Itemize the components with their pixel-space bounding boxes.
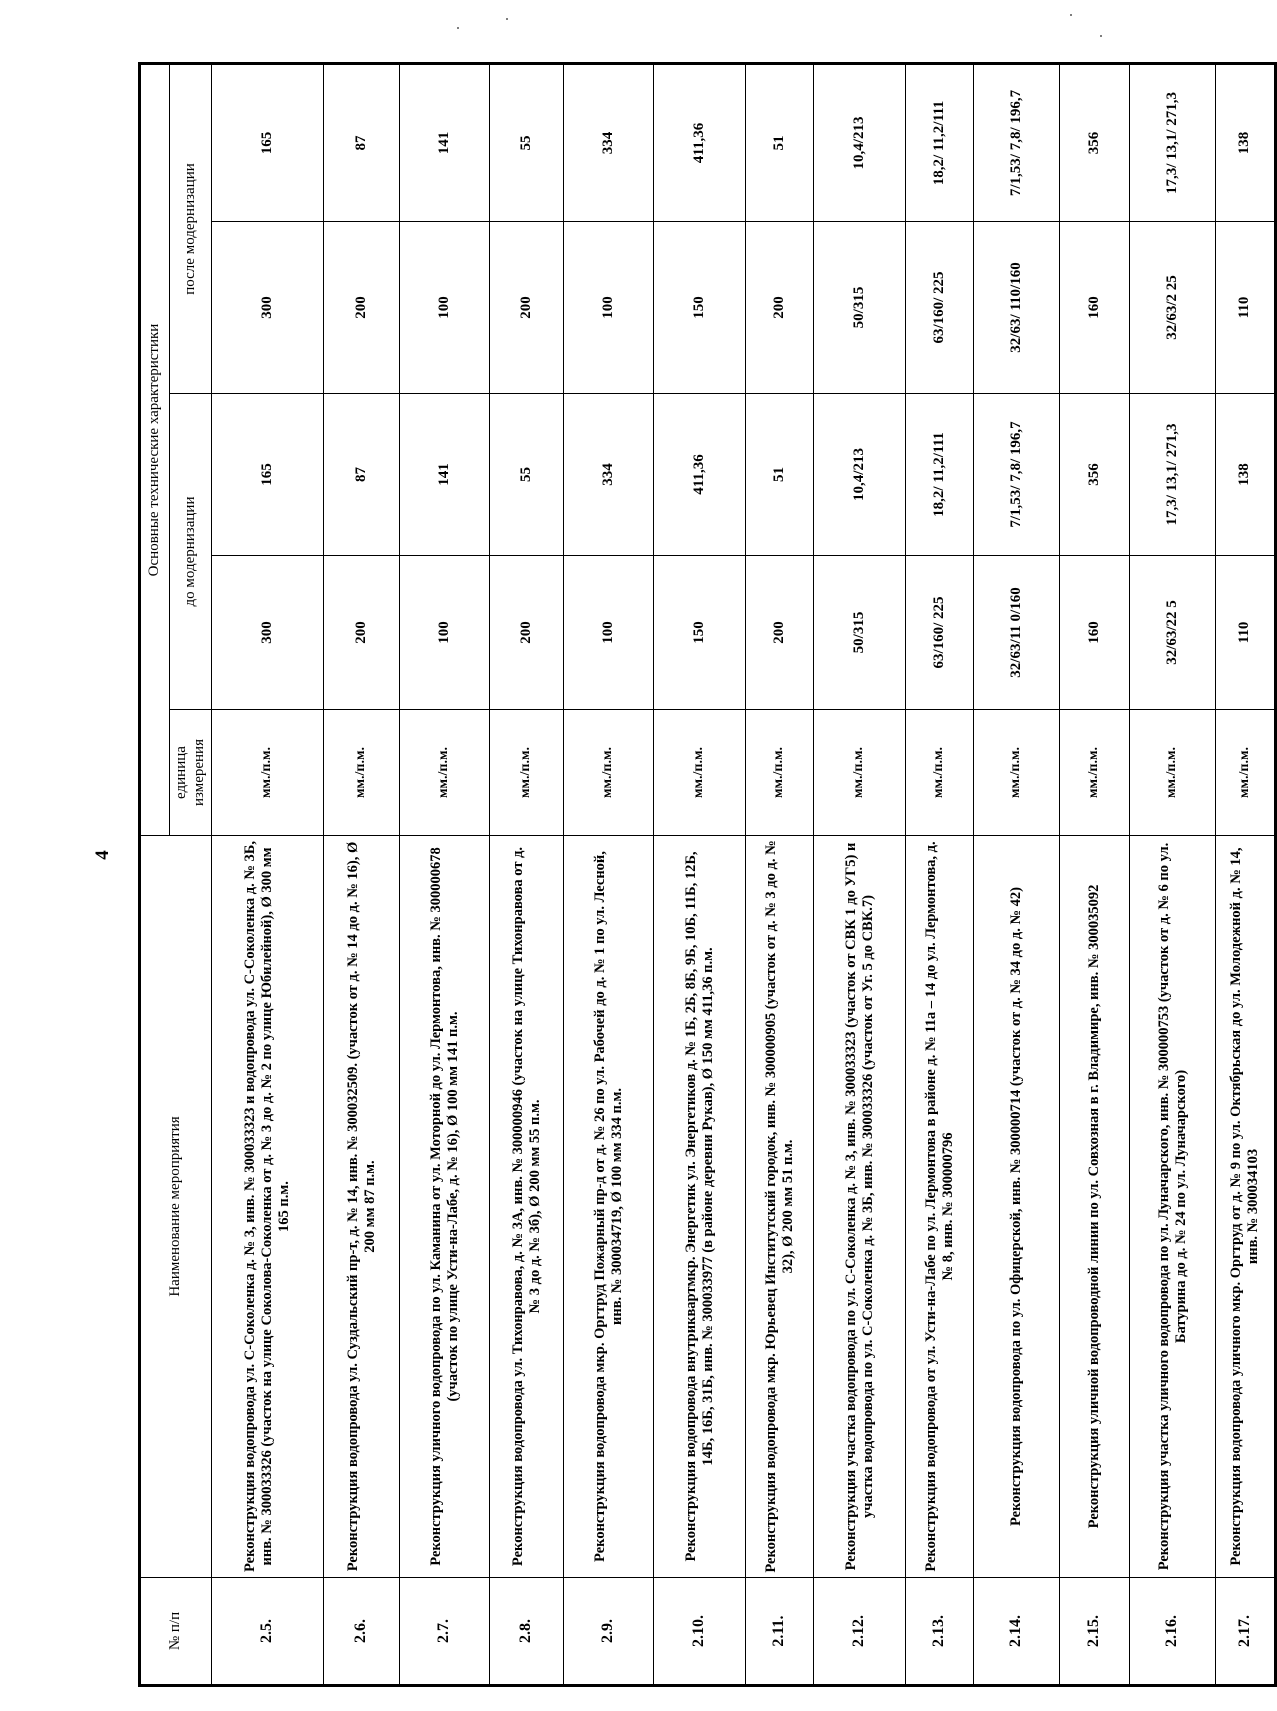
- header-unit: единица измерения: [170, 710, 212, 836]
- header-after: после модернизации: [170, 63, 212, 393]
- row-before-length: 51: [746, 394, 814, 556]
- row-after-length: 87: [324, 63, 400, 221]
- row-number: 2.9.: [564, 1578, 654, 1686]
- table-row: [324, 63, 400, 1685]
- row-unit: мм./п.м.: [814, 710, 906, 836]
- scan-speck: [1100, 35, 1102, 37]
- row-unit: мм./п.м.: [746, 710, 814, 836]
- row-after-diameter: 150: [654, 222, 746, 394]
- row-name: Реконструкция водопровода уличного мкр. Оргтруд от д. № 9 по ул. Октябрьская до ул. Молодежной д. № 14, инв. № 300034103: [1216, 836, 1276, 1578]
- row-before-length: 55: [490, 394, 564, 556]
- row-before-length: 165: [212, 394, 324, 556]
- row-name: Реконструкция водопровода ул. Тихонравова, д. № 3А, инв. № 300000946 (участок на улице Тихонравова от д. № 3 до д. № 3б), Ø 200 мм 55 п.м.: [490, 836, 564, 1578]
- row-before-diameter: 200: [746, 556, 814, 710]
- table-row: [490, 63, 564, 1685]
- row-after-length: 141: [400, 63, 490, 221]
- header-name: Наименование мероприятия: [140, 836, 212, 1578]
- table-row: [974, 63, 1060, 1685]
- row-name: Реконструкция водопровода от ул. Усти-на-Лабе по ул. Лермонтова в районе д. № 11а – 14 до ул. Лермонтова, д. № 8, инв. № 300000796: [906, 836, 974, 1578]
- row-name: Реконструкция водопровода по ул. Офицерской, инв. № 300000714 (участок от д. № 34 до д. № 42): [974, 836, 1060, 1578]
- row-before-diameter: 110: [1216, 556, 1276, 710]
- rotated-table-wrapper: [138, 65, 1261, 1687]
- row-before-diameter: 32/63/22 5: [1130, 556, 1216, 710]
- row-after-length: 411,36: [654, 63, 746, 221]
- row-name: Реконструкция водопровода ул. С-Соколенка д. № 3, инв. № 300033323 и водопровода ул. С-Соколенка д. № 3Б, инв. № 300033326 (участок на улице Соколова-Соколенка от д. № 3 до д. № 2 по улице Юбилейной), Ø 300 мм 165 п.м.: [212, 836, 324, 1578]
- row-name: Реконструкция водопровода внутриквартмкр. Энергетик ул. Энергетиков д. № 1Б, 2Б, 8Б, 9Б, 10Б, 11Б, 12Б, 14Б, 16Б, 31Б, инв. № 300033977 (в районе деревни Рукав), Ø 150 мм 411,36 п.м.: [654, 836, 746, 1578]
- row-name: Реконструкция уличного водопровода по ул. Каманина от ул. Моторной до ул. Лермонтова, инв. № 300000678 (участок по улице Усти-на-Лабе, д. № 16), Ø 100 мм 141 п.м.: [400, 836, 490, 1578]
- row-before-diameter: 200: [490, 556, 564, 710]
- row-after-diameter: 110: [1216, 222, 1276, 394]
- row-after-length: 10,4/213: [814, 63, 906, 221]
- row-unit: мм./п.м.: [1216, 710, 1276, 836]
- row-after-length: 55: [490, 63, 564, 221]
- row-after-diameter: 63/160/ 225: [906, 222, 974, 394]
- row-before-length: 7/1,53/ 7,8/ 196,7: [974, 394, 1060, 556]
- row-before-diameter: 50/315: [814, 556, 906, 710]
- row-name: Реконструкция водопровода ул. Суздальский пр-т, д. № 14, инв. № 300032509. (участок от д. № 14 до д. № 16), Ø 200 мм 87 п.м.: [324, 836, 400, 1578]
- row-after-diameter: 200: [490, 222, 564, 394]
- measures-table: [138, 62, 1277, 1687]
- scan-speck: [457, 27, 459, 29]
- row-unit: мм./п.м.: [1060, 710, 1130, 836]
- row-unit: мм./п.м.: [906, 710, 974, 836]
- row-before-length: 87: [324, 394, 400, 556]
- row-number: 2.17.: [1216, 1578, 1276, 1686]
- page-number: 4: [92, 850, 113, 860]
- row-before-length: 10,4/213: [814, 394, 906, 556]
- row-after-diameter: 50/315: [814, 222, 906, 394]
- row-unit: мм./п.м.: [654, 710, 746, 836]
- row-before-diameter: 100: [400, 556, 490, 710]
- row-before-length: 17,3/ 13,1/ 271,3: [1130, 394, 1216, 556]
- table-row: [400, 63, 490, 1685]
- row-after-diameter: 32/63/ 110/160: [974, 222, 1060, 394]
- row-before-diameter: 100: [564, 556, 654, 710]
- table-row: [212, 63, 324, 1685]
- row-after-diameter: 32/63/2 25: [1130, 222, 1216, 394]
- row-after-diameter: 300: [212, 222, 324, 394]
- row-before-length: 334: [564, 394, 654, 556]
- row-before-diameter: 32/63/11 0/160: [974, 556, 1060, 710]
- row-before-length: 356: [1060, 394, 1130, 556]
- row-before-diameter: 200: [324, 556, 400, 710]
- row-number: 2.8.: [490, 1578, 564, 1686]
- scan-speck: [1070, 14, 1072, 16]
- row-after-length: 18,2/ 11,2/111: [906, 63, 974, 221]
- row-before-length: 138: [1216, 394, 1276, 556]
- row-after-length: 51: [746, 63, 814, 221]
- row-after-diameter: 100: [564, 222, 654, 394]
- row-name: Реконструкция водопровода мкр. Оргтруд Пожарный пр-д от д. № 26 по ул. Рабочей до д. № 1 по ул. Лесной, инв. № 300034719, Ø 100 мм 334 п.м.: [564, 836, 654, 1578]
- scan-speck: [506, 18, 508, 20]
- table-row: [814, 63, 906, 1685]
- row-after-length: 356: [1060, 63, 1130, 221]
- row-name: Реконструкция уличной водопроводной линии по ул. Совхозная в г. Владимире, инв. № 300035092: [1060, 836, 1130, 1578]
- row-name: Реконструкция участка уличного водопровода по ул. Луначарского, инв. № 300000753 (участок от д. № 6 по ул. Батурина до д. № 24 по ул. Луначарского): [1130, 836, 1216, 1578]
- row-name: Реконструкция участка водопровода по ул. С-Соколенка д. № 3, инв. № 300033323 (участок от СВК 1 до УГ5) и участка водопровода по ул. С-Соколенка д. № 3Б, инв. № 300033326 (участок от Уг. 5 до СВК.7): [814, 836, 906, 1578]
- row-number: 2.7.: [400, 1578, 490, 1686]
- row-unit: мм./п.м.: [212, 710, 324, 836]
- row-before-length: 141: [400, 394, 490, 556]
- row-number: 2.16.: [1130, 1578, 1216, 1686]
- row-before-length: 411,36: [654, 394, 746, 556]
- row-before-diameter: 160: [1060, 556, 1130, 710]
- table-row: [564, 63, 654, 1685]
- header-characteristics: Основные технические характеристики: [140, 63, 170, 835]
- row-number: 2.14.: [974, 1578, 1060, 1686]
- row-unit: мм./п.м.: [1130, 710, 1216, 836]
- header-num: № п/п: [140, 1578, 212, 1686]
- row-unit: мм./п.м.: [324, 710, 400, 836]
- row-after-length: 17,3/ 13,1/ 271,3: [1130, 63, 1216, 221]
- table-row: [1216, 63, 1276, 1685]
- table-row: [1130, 63, 1216, 1685]
- header-before: до модернизации: [170, 394, 212, 710]
- row-number: 2.13.: [906, 1578, 974, 1686]
- row-after-diameter: 160: [1060, 222, 1130, 394]
- table-row: [906, 63, 974, 1685]
- row-after-length: 165: [212, 63, 324, 221]
- row-before-length: 18,2/ 11,2/111: [906, 394, 974, 556]
- row-after-length: 138: [1216, 63, 1276, 221]
- row-unit: мм./п.м.: [400, 710, 490, 836]
- row-after-length: 334: [564, 63, 654, 221]
- table-row: [1060, 63, 1130, 1685]
- row-unit: мм./п.м.: [974, 710, 1060, 836]
- row-before-diameter: 63/160/ 225: [906, 556, 974, 710]
- row-number: 2.12.: [814, 1578, 906, 1686]
- row-number: 2.11.: [746, 1578, 814, 1686]
- row-after-diameter: 200: [324, 222, 400, 394]
- table-row: [746, 63, 814, 1685]
- row-unit: мм./п.м.: [564, 710, 654, 836]
- row-after-length: 7/1,53/ 7,8/ 196,7: [974, 63, 1060, 221]
- row-after-diameter: 100: [400, 222, 490, 394]
- row-name: Реконструкция водопровода мкр. Юрьевец Институтский городок, инв. № 300000905 (участок от д. № 3 до д. № 32), Ø 200 мм 51 п.м.: [746, 836, 814, 1578]
- table-body: [212, 63, 1276, 1685]
- row-before-diameter: 150: [654, 556, 746, 710]
- row-unit: мм./п.м.: [490, 710, 564, 836]
- row-after-diameter: 200: [746, 222, 814, 394]
- row-number: 2.5.: [212, 1578, 324, 1686]
- row-before-diameter: 300: [212, 556, 324, 710]
- row-number: 2.6.: [324, 1578, 400, 1686]
- row-number: 2.15.: [1060, 1578, 1130, 1686]
- row-number: 2.10.: [654, 1578, 746, 1686]
- table-row: [654, 63, 746, 1685]
